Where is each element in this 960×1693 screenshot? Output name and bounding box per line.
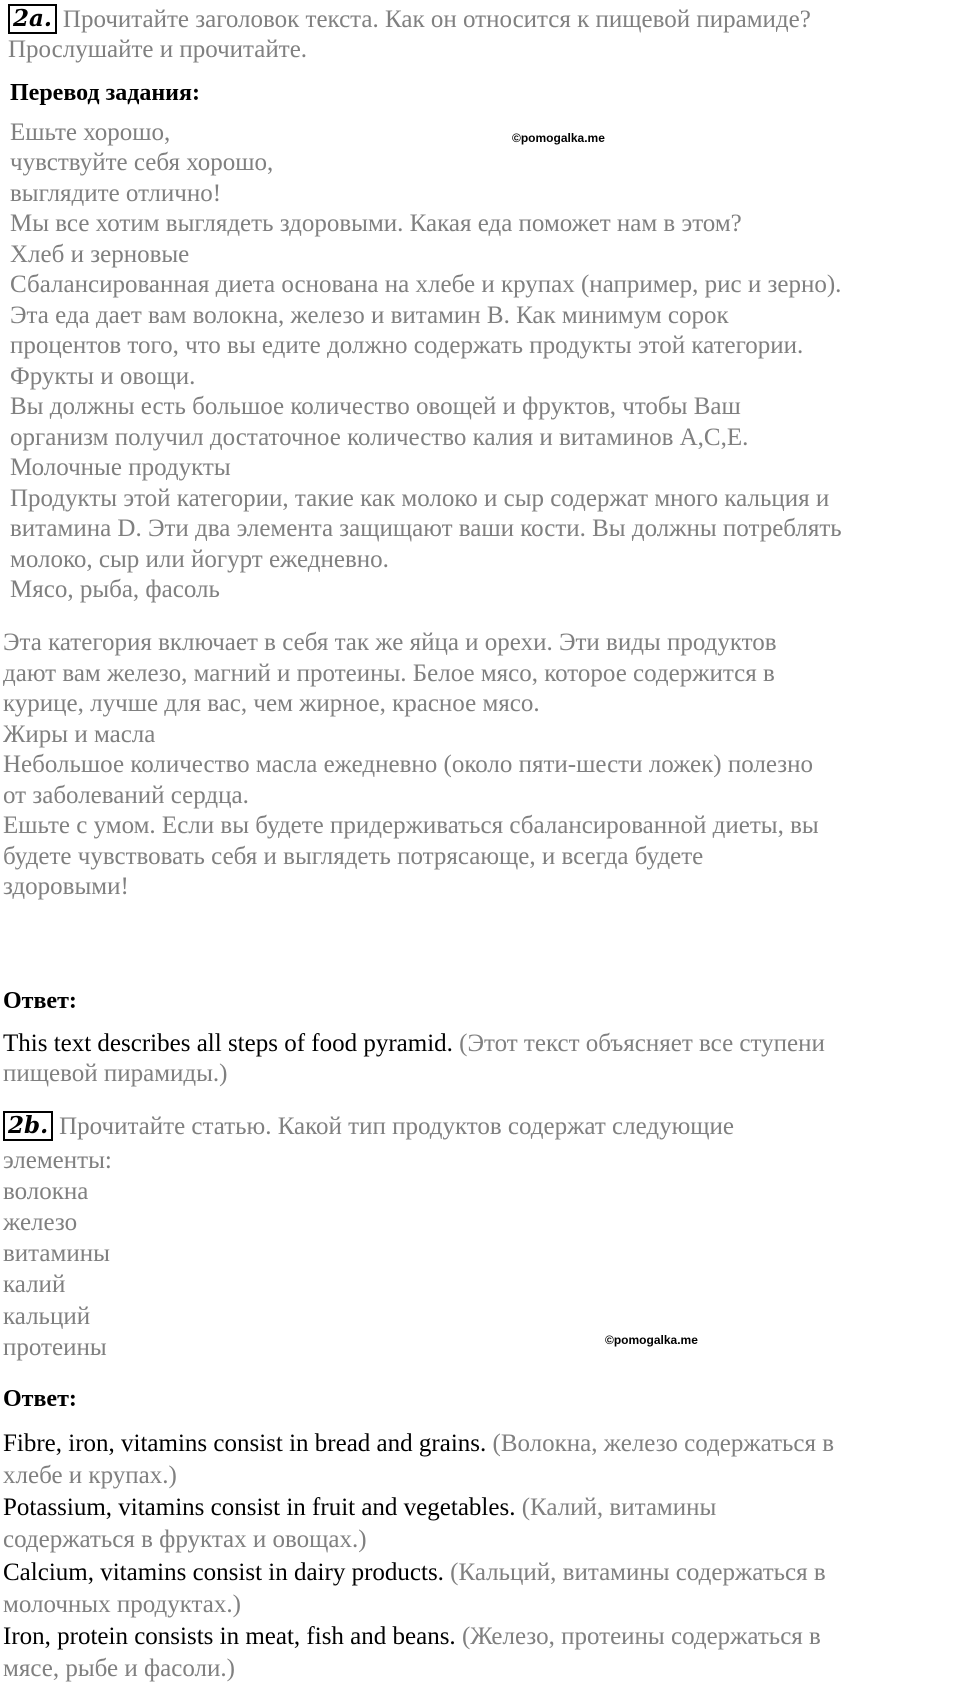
answer-line: содержаться в фруктах и овощах.)	[3, 1526, 367, 1553]
task-number-badge: 2b.	[3, 1111, 53, 1141]
element-item: кальций	[3, 1303, 91, 1330]
answer-line: молочных продуктах.)	[3, 1591, 241, 1618]
translation-line: Сбалансированная диета основана на хлебе и крупах (например, рис и зерно).	[10, 271, 842, 298]
answer-line: Iron, protein consists in meat, fish and beans. (Железо, протеины содержаться в	[3, 1623, 821, 1650]
translation-line: Продукты этой категории, такие как молоко и сыр содержат много кальция и	[10, 485, 830, 512]
translation-line: Фрукты и овощи.	[10, 363, 196, 390]
answer-line: Calcium, vitamins consist in dairy products. (Кальций, витамины содержаться в	[3, 1559, 826, 1586]
answer-line: мясе, рыбе и фасоли.)	[3, 1655, 235, 1682]
answer-line: хлебе и крупах.)	[3, 1462, 177, 1489]
task-2b-prompt: 2b. Прочитайте статью. Какой тип продуктов содержат следующие	[3, 1111, 734, 1142]
watermark: ©pomogalka.me	[512, 131, 605, 145]
translation-line: Жиры и масла	[3, 721, 156, 748]
translation-line: Хлеб и зерновые	[10, 241, 190, 268]
translation-heading: Перевод задания:	[10, 80, 200, 106]
translation-line: здоровыми!	[3, 873, 129, 900]
answer-line: This text describes all steps of food pyramid. (Этот текст объясняет все ступени	[3, 1030, 825, 1057]
translation-line: Вы должны есть большое количество овощей и фруктов, чтобы Ваш	[10, 393, 741, 420]
answer-line: пищевой пирамиды.)	[3, 1060, 228, 1087]
answer-heading: Ответ:	[3, 1386, 77, 1412]
translation-line: дают вам железо, магний и протеины. Белое мясо, которое содержится в	[3, 660, 775, 687]
translation-line: Эта еда дает вам волокна, железо и витамин B. Как минимум сорок	[10, 302, 729, 329]
translation-line: молоко, сыр или йогурт ежедневно.	[10, 546, 389, 573]
translation-line: организм получил достаточное количество калия и витаминов A,C,E.	[10, 424, 749, 451]
element-item: протеины	[3, 1334, 107, 1361]
translation-line: процентов того, что вы едите должно содержать продукты этой категории.	[10, 332, 804, 359]
watermark: ©pomogalka.me	[605, 1333, 698, 1347]
element-item: калий	[3, 1271, 66, 1298]
translation-line: витамина D. Эти два элемента защищают ваши кости. Вы должны потреблять	[10, 515, 842, 542]
element-item: витамины	[3, 1240, 110, 1267]
task-2a-prompt-line: Прослушайте и прочитайте.	[8, 36, 308, 63]
translation-line: Небольшое количество масла ежедневно (около пяти-шести ложек) полезно	[3, 751, 814, 778]
task-2a-prompt: 2a. Прочитайте заголовок текста. Как он относится к пищевой пирамиде?	[8, 4, 811, 35]
translation-line: Эта категория включает в себя так же яйца и орехи. Эти виды продуктов	[3, 629, 777, 656]
translation-line: чувствуйте себя хорошо,	[10, 149, 274, 176]
translation-line: от заболеваний сердца.	[3, 782, 249, 809]
answer-line: Fibre, iron, vitamins consist in bread and grains. (Волокна, железо содержаться в	[3, 1430, 835, 1457]
translation-line: курице, лучше для вас, чем жирное, красное мясо.	[3, 690, 540, 717]
element-item: волокна	[3, 1178, 89, 1205]
translation-line: Ешьте с умом. Если вы будете придерживаться сбалансированной диеты, вы	[3, 812, 819, 839]
task-2b-prompt-line: элементы:	[3, 1147, 112, 1174]
translation-line: Мясо, рыба, фасоль	[10, 576, 220, 603]
translation-line: Ешьте хорошо,	[10, 119, 171, 146]
translation-line: Молочные продукты	[10, 454, 231, 481]
task-number-badge: 2a.	[8, 4, 57, 34]
answer-line: Potassium, vitamins consist in fruit and vegetables. (Калий, витамины	[3, 1494, 717, 1521]
element-item: железо	[3, 1209, 78, 1236]
translation-line: выглядите отлично!	[10, 180, 222, 207]
translation-line: будете чувствовать себя и выглядеть потрясающе, и всегда будете	[3, 843, 704, 870]
answer-heading: Ответ:	[3, 988, 77, 1014]
translation-line: Мы все хотим выглядеть здоровыми. Какая еда поможет нам в этом?	[10, 210, 742, 237]
